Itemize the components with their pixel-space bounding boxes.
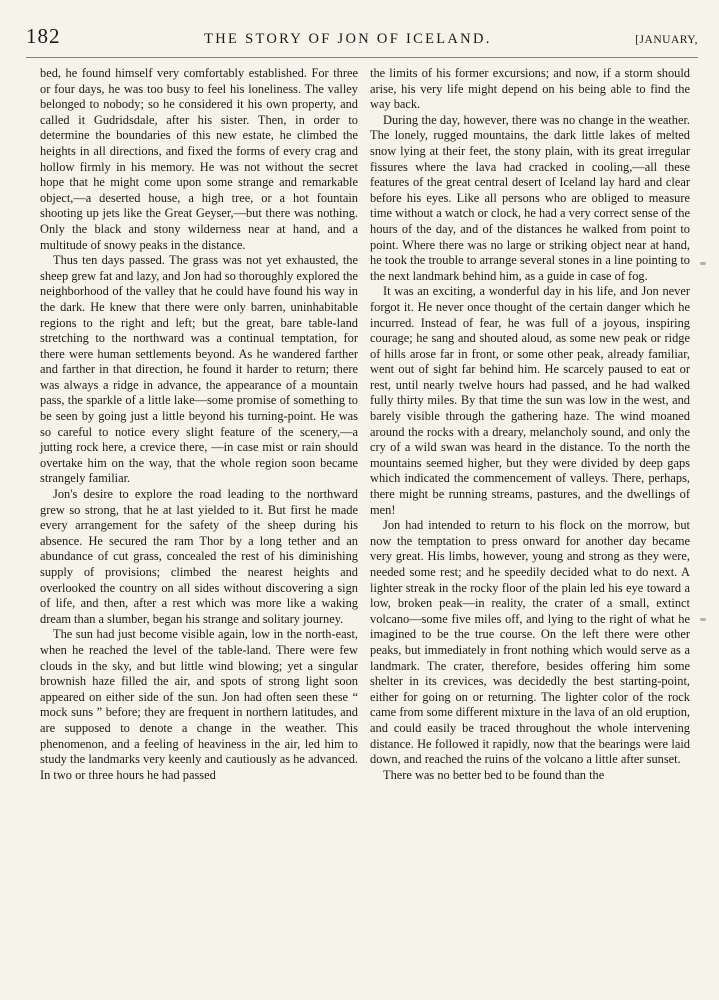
paragraph: Jon's desire to explore the road leading to the northward grew so strong, that he at last yielded to it. But first he made every arrangement for the safety of the sheep during his absence. He secured the ram Thor by a long tether and an abundance of cut grass, concealed the rest of his diminishing supply of provisions; climbed the nearest heights and overlooked the country on all sides without discovering a sign of life, and then, after a rest which was more like a waking dream than a slumber, began his strange and solitary journey. xyxy=(40,487,358,626)
page-number: 182 xyxy=(26,24,61,48)
running-section: [JANUARY, xyxy=(635,34,698,46)
paragraph: There was no better bed to be found than the xyxy=(383,767,605,782)
left-column xyxy=(40,66,358,783)
running-title: THE STORY OF JON OF ICELAND. xyxy=(204,31,492,47)
paragraph: the limits of his former excursions; and now, if a storm should arise, his very life might depend on his being able to find the way back. xyxy=(370,66,690,112)
paragraph: bed, he found himself very comfortably established. For three or four days, he was too busy to feel his loneliness. The valley belonged to nobody; so he considered it his own property, and called it Gudridsdale, after his sister. Then, in order to determine the boundaries of this new estate, he climbed the heights in all directions, and fixed the forms of every crag and hollow firmly in his memory. He was not without the secret hope that he might come upon some strange and remarkable object,—a deserted house, a high tree, or a hot fountain shooting up jets like the Great Geyser,—but there was nothing. Only the black and stony wilderness near at hand, and a multitude of snowy peaks in the distance. xyxy=(40,66,358,252)
paragraph: Thus ten days passed. The grass was not yet exhausted, the sheep grew fat and lazy, and Jon had so thoroughly explored the neighborhood of the valley that he could have found his way in the dark. He knew that there were only barren, uninhabitable regions to the right and left; but the great, bare table-land stretching to the northward was a continual temptation, for there were human settlements beyond. As he wandered farther and farther in that direction, he found it harder to return; there was always a ridge in advance, the appearance of a mountain pass, the sparkle of a little lake—some promise of something to be seen by going just a little beyond his turning-point. He was so careful to notice every slight feature of the scenery,—a jutting rock here, a crevice there, —in case mist or rain should overtake him on the way, that the whole region soon became strangely familiar. xyxy=(40,253,358,486)
paragraph: The sun had just become visible again, low in the north-east, when he reached the level of the table-land. There were few clouds in the sky, and but little wind blowing; yet a singular brownish haze filled the air, and spots of strong light soon appeared on either side of the sun. Jon had often seen these “ mock suns ” before; they are frequent in northern latitudes, and are supposed to denote a change in the weather. This phenomenon, and a feeling of heaviness in the air, led him to study the landmarks very keenly and cautiously as he advanced. In two or three hours he had passed xyxy=(40,627,358,782)
scan-speck xyxy=(700,618,706,621)
header-rule xyxy=(26,57,698,58)
paragraph: Jon had intended to return to his flock on the morrow, but now the temptation to press onward for another day became very great. His limbs, however, young and strong as they were, needed some rest; and he speedily decided what to do next. A lighter streak in the rocky floor of the plain led his eye toward a low, broken peak—in reality, the crater of a small, extinct volcano—some five miles off, and lying to the right of what he imagined to be the true course. On the left there were other peaks, but immediately in front nothing which would serve as a landmark. The crater, therefore, besides offering him some shelter in its crevices, was decidedly the best starting-point, either for going on or returning. The lighter color of the rock came from some different mixture in the lava of an old eruption, and could easily be traced throughout the whole intervening distance. He followed it rapidly, now that the bearings were laid down, and reached the ruins of the volcano a little after sunset. xyxy=(370,518,690,767)
scan-speck xyxy=(700,262,706,265)
right-column xyxy=(370,66,690,783)
paragraph: It was an exciting, a wonderful day in his life, and Jon never forgot it. He never once thought of the certain danger which he incurred. Instead of fear, he was full of a joyous, inspiring courage; he sang and shouted aloud, as some new peak or ridge of hills arose far in front, or some other peak, already familiar, went out of sight far behind him. He scarcely paused to eat or rest, until nearly twelve hours had passed, and he had walked fully thirty miles. By that time the sun was low in the west, and barely visible through the gathering haze. The wind moaned around the rocks with a dreary, melancholy sound, and only the cry of a wild swan was heard in the distance. To the north the mountains seemed higher, but they were divided by deep gaps which indicated the commencement of valleys. There, perhaps, there might be running streams, pastures, and the dwellings of men! xyxy=(370,284,690,517)
running-header xyxy=(26,24,698,54)
paragraph: During the day, however, there was no change in the weather. The lonely, rugged mountains, the dark little lakes of melted snow lying at their feet, the stony plain, with its great irregular fissures where the lava had cracked in cooling,—all these features of the great central desert of Iceland lay hard and clear before his eyes. Like all persons who are obliged to measure time without a watch or clock, he had a very correct sense of the hours of the day, and of the distances he walked from point to point. Where there was no large or striking object near at hand, he took the trouble to arrange several stones in a line pointing to the next landmark behind him, as a guide in case of fog. xyxy=(370,112,690,283)
